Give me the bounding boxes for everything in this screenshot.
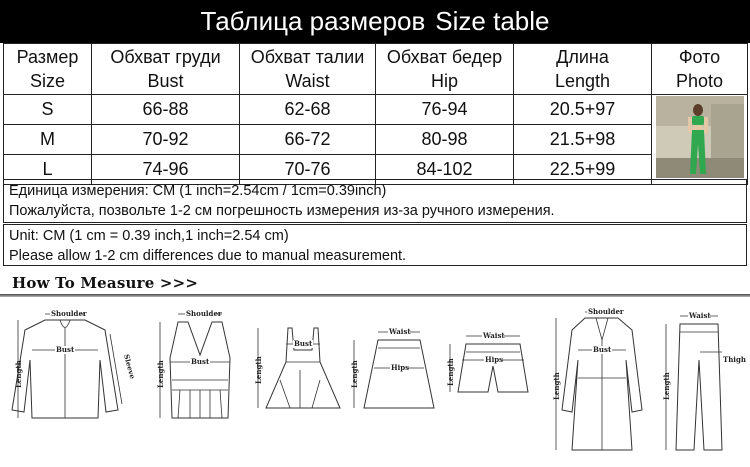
label-shoulder: Shoulder [51,309,87,318]
cell-size: M [4,125,92,155]
label-hips: Hips [485,355,504,364]
size-table [3,43,748,185]
label-length: Length [156,360,165,388]
label-bust: Bust [294,339,313,348]
shorts-diagram [446,331,528,392]
cell-bust: 70-92 [92,125,240,155]
label-bust: Bust [191,357,210,366]
cell-hip: 84-102 [376,155,514,185]
label-length: Length [350,360,359,388]
unit-note-ru [3,179,747,223]
header-photo: Фото Photo [652,44,748,95]
label-waist: Waist [689,311,711,320]
label-hips: Hips [391,363,410,372]
skirt-diagram [350,327,434,408]
cell-hip: 80-98 [376,125,514,155]
title-ru: Таблица размеров [200,6,426,36]
label-length: Length [254,356,263,384]
cell-length: 21.5+98 [514,125,652,155]
measurement-diagrams [0,300,750,462]
product-photo [652,95,748,185]
header-waist: Обхват талии Waist [240,44,376,95]
divider [0,294,750,297]
label-length: Length [552,372,561,400]
cell-hip: 76-94 [376,95,514,125]
coat-dress-diagram [552,307,642,450]
tank-top-diagram [156,309,230,418]
cell-length: 22.5+99 [514,155,652,185]
cell-length: 20.5+97 [514,95,652,125]
label-thigh: Thigh [723,355,746,364]
cell-bust: 66-88 [92,95,240,125]
cell-bust: 74-96 [92,155,240,185]
model-photo-image [656,96,744,178]
label-sleeve: Sleeve [122,353,138,380]
tolerance-line-ru: Пожалуйста, позвольте 1-2 см погрешность измерения из-за ручного измерения. [9,203,555,219]
table-row [4,95,748,125]
table-row [4,125,748,155]
how-to-measure-title: How To Measure >>> [12,274,199,292]
label-length: Length [14,360,23,388]
cell-waist: 70-76 [240,155,376,185]
header-bust: Обхват груди Bust [92,44,240,95]
unit-line-en: Unit: CM (1 cm = 0.39 inch,1 inch=2.54 cm) [9,228,289,244]
label-shoulder: Shoulder [186,309,222,318]
how-to-measure-header [0,270,750,298]
trousers-diagram [662,311,746,450]
unit-line-ru: Единица измерения: CM (1 inch=2.54cm / 1cm=0.39inch) [9,183,387,199]
label-length: Length [662,372,671,400]
dress-diagram [254,328,340,408]
label-shoulder: Shoulder [588,307,624,316]
label-bust: Bust [56,345,75,354]
header-length: Длина Length [514,44,652,95]
label-waist: Waist [483,331,505,340]
header-hip: Обхват бедер Hip [376,44,514,95]
header-size: Размер Size [4,44,92,95]
table-header-row [4,44,748,95]
label-bust: Bust [593,345,612,354]
cell-size: S [4,95,92,125]
cell-waist: 62-68 [240,95,376,125]
tolerance-line-en: Please allow 1-2 cm differences due to manual measurement. [9,248,407,264]
size-table-title [0,0,750,43]
shirt-diagram [12,309,137,418]
title-en: Size table [435,6,550,36]
label-length: Length [446,358,455,386]
label-waist: Waist [389,327,411,336]
cell-waist: 66-72 [240,125,376,155]
unit-note-en [3,224,747,266]
cell-size: L [4,155,92,185]
